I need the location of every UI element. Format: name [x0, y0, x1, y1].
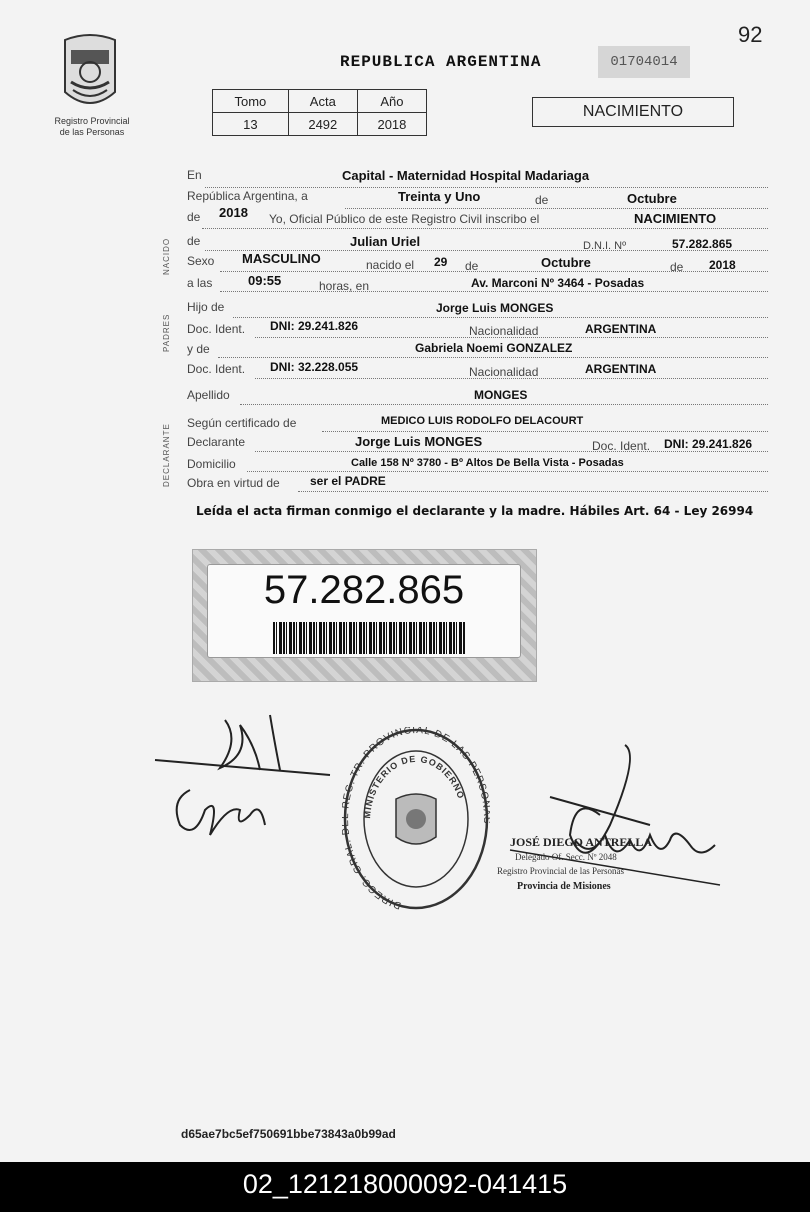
inscription-text: Yo, Oficial Público de este Registro Civil inscribo el — [269, 212, 540, 226]
apellido-label: Apellido — [187, 388, 230, 402]
tomo-value: 13 — [213, 113, 289, 136]
day-words: Treinta y Uno — [398, 189, 481, 204]
de-label-1: de — [535, 193, 549, 207]
father-nationality-label: Nacionalidad — [469, 324, 539, 338]
obra-value: ser el PADRE — [310, 474, 386, 488]
father-doc: DNI: 29.241.826 — [270, 319, 359, 333]
de-label-4: de — [465, 259, 479, 273]
footer-code: 02_121218000092-041415 — [242, 1169, 568, 1199]
father-nationality: ARGENTINA — [585, 322, 657, 336]
de-label-5: de — [670, 260, 684, 274]
declarante-doc-label: Doc. Ident. — [592, 439, 651, 453]
register-table — [212, 89, 427, 136]
en-label: En — [187, 168, 202, 182]
father-doc-label: Doc. Ident. — [187, 322, 246, 336]
side-label-nacido: NACIDO — [162, 237, 171, 275]
dni-sticker — [192, 549, 537, 682]
barcode — [273, 622, 465, 654]
declarante-signature — [150, 700, 340, 860]
birth-day: 29 — [434, 255, 448, 269]
declarante-name: Jorge Luis MONGES — [355, 434, 483, 449]
y-de-label: y de — [187, 342, 210, 356]
anio-header: Año — [357, 90, 426, 113]
page-number: 92 — [738, 22, 763, 47]
domicilio-value: Calle 158 Nº 3780 - Bº Altos De Bella Vista - Posadas — [351, 457, 624, 469]
mother-nationality: ARGENTINA — [585, 362, 657, 376]
footer-bar — [0, 1162, 810, 1212]
act-type-box: NACIMIENTO — [532, 97, 734, 127]
father-name: Jorge Luis MONGES — [436, 301, 554, 315]
mother-doc-label: Doc. Ident. — [187, 362, 246, 376]
surname-value: MONGES — [474, 388, 528, 402]
month-value: Octubre — [627, 191, 677, 206]
birth-year: 2018 — [709, 258, 736, 272]
serial-number: 01704014 — [598, 46, 690, 78]
birth-place: Av. Marconi Nº 3464 - Posadas — [471, 276, 645, 290]
place-value: Capital - Maternidad Hospital Madariaga — [342, 168, 590, 183]
mother-doc: DNI: 32.228.055 — [270, 360, 359, 374]
official-signature — [490, 735, 730, 905]
seal-ring-text: DIRECC. GRAL. EG. TR. PROVINCIAL DE LAS PERSO — [342, 727, 490, 911]
document-hash: d65ae7bc5ef750691bbe73843a0b99ad — [181, 1127, 396, 1141]
child-dni: 57.282.865 — [672, 237, 733, 251]
declarante-label: Declarante — [187, 435, 246, 449]
alas-label: a las — [187, 276, 213, 290]
official-seal — [342, 727, 490, 912]
mother-name: Gabriela Noemi GONZALEZ — [415, 341, 573, 355]
anio-value: 2018 — [357, 113, 426, 136]
year-value: 2018 — [219, 205, 248, 220]
hijo-de-label: Hijo de — [187, 300, 225, 314]
de-label-3: de — [187, 234, 201, 248]
side-label-padres: PADRES — [162, 313, 171, 352]
declarante-doc: DNI: 29.241.826 — [664, 437, 753, 451]
org-name-line2: de las Personas — [59, 127, 125, 137]
official-org: Registro Provincial de las Personas — [497, 866, 624, 876]
republica-label: República Argentina, a — [187, 189, 308, 203]
org-name-line1: Registro Provincial — [54, 116, 130, 126]
mother-nationality-label: Nacionalidad — [469, 365, 539, 379]
sexo-label: Sexo — [187, 254, 215, 268]
sticker-number: 57.282.865 — [263, 568, 465, 612]
obra-label: Obra en virtud de — [187, 476, 280, 490]
nacido-el-label: nacido el — [366, 258, 415, 272]
dni-label: D.N.I. Nº — [583, 240, 627, 252]
province-emblem — [55, 32, 125, 114]
tomo-header: Tomo — [213, 90, 289, 113]
acta-value: 2492 — [288, 113, 357, 136]
seal-inner-text: MINISTERIO DE GOBIERNO — [361, 753, 467, 819]
certificate-doctor: MEDICO LUIS RODOLFO DELACOURT — [381, 415, 584, 427]
horas-en-label: horas, en — [319, 279, 370, 293]
acta-header: Acta — [288, 90, 357, 113]
domicilio-label: Domicilio — [187, 457, 236, 471]
birth-month: Octubre — [541, 255, 591, 270]
official-name: JOSÉ DIEGO ANTRELLA — [510, 835, 653, 849]
country-title: REPUBLICA ARGENTINA — [340, 53, 542, 71]
official-role: Delegado Of. Secc. Nº 2048 — [515, 852, 617, 862]
certificate-label: Según certificado de — [187, 416, 297, 430]
child-name: Julian Uriel — [350, 234, 421, 249]
de-label-2: de — [187, 210, 201, 224]
side-label-declarante: DECLARANTE — [162, 423, 171, 487]
birth-time: 09:55 — [248, 273, 282, 288]
sexo-value: MASCULINO — [242, 251, 321, 266]
official-province: Provincia de Misiones — [517, 881, 611, 892]
nacimiento-value: NACIMIENTO — [634, 211, 717, 226]
closing-text: Leída el acta firman conmigo el declarante y la madre. Hábiles Art. 64 - Ley 26994 — [196, 504, 754, 518]
